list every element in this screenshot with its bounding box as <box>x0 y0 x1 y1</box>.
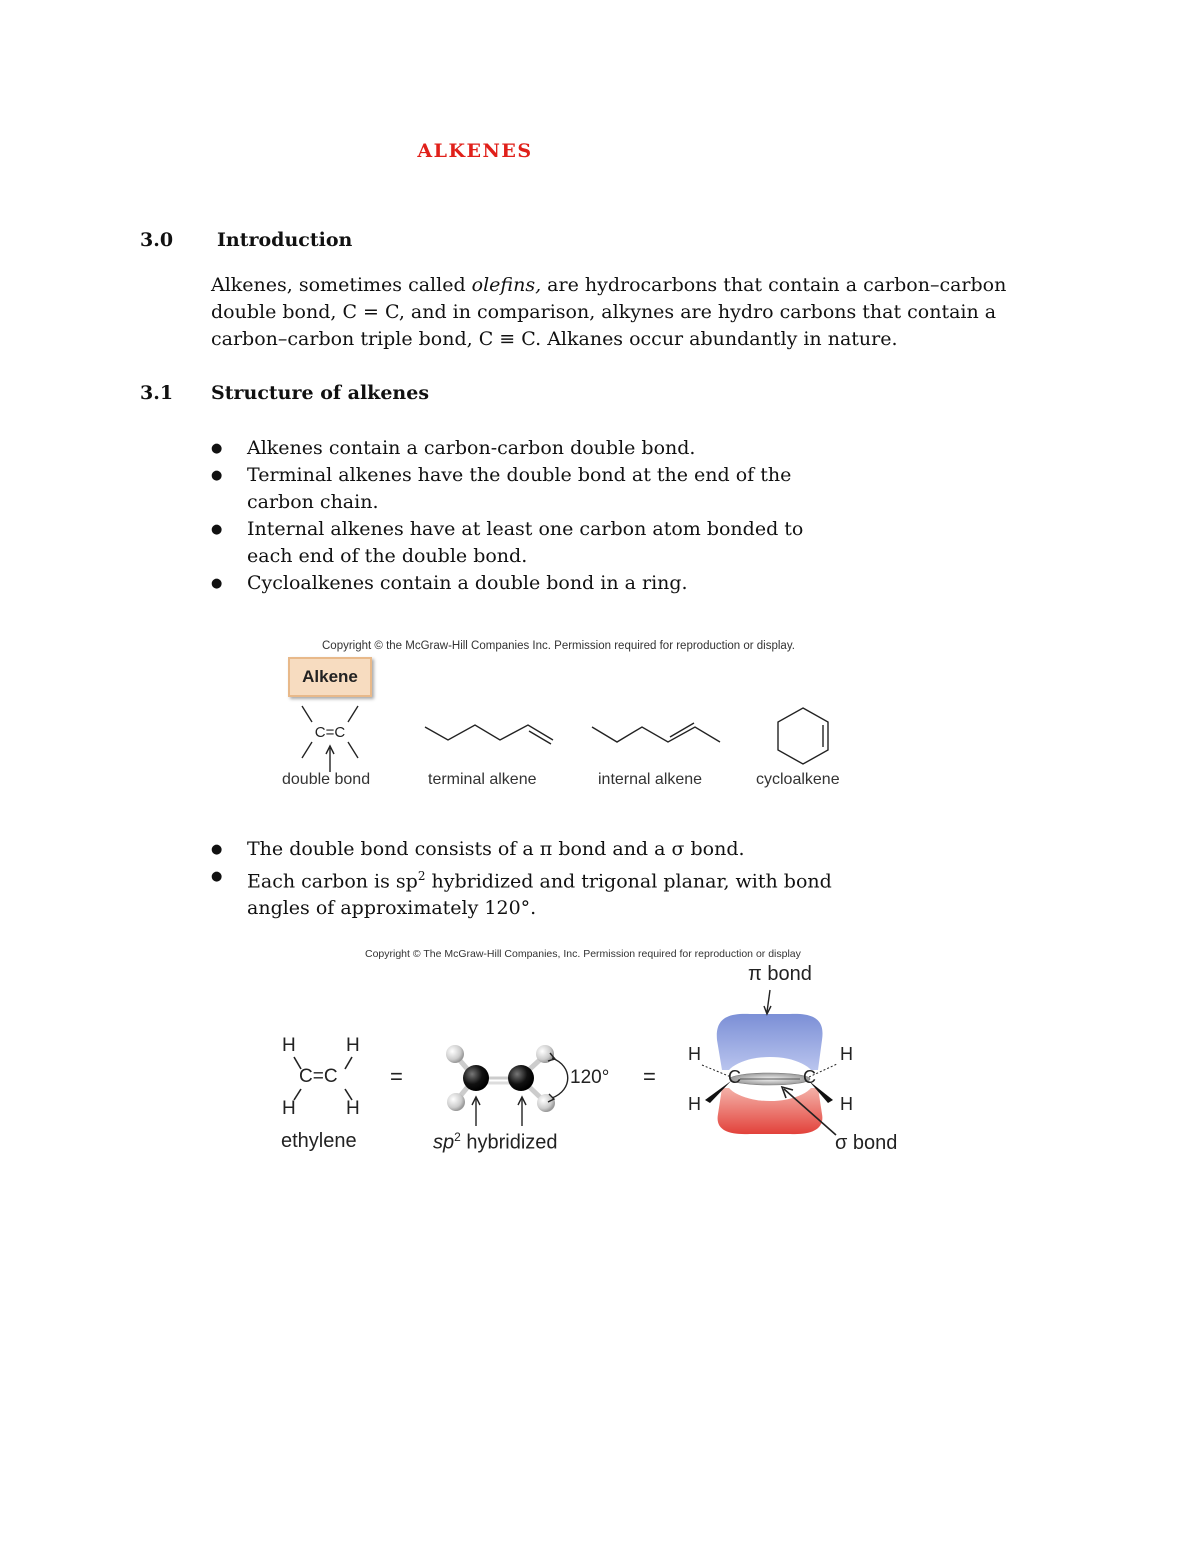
ethylene-h-top-left: H <box>282 1035 296 1056</box>
list-item-text: Each carbon is sp <box>247 870 418 893</box>
list-item <box>211 863 851 922</box>
caption-cycloalkene: cycloalkene <box>756 771 840 788</box>
ethylene-h-top-right: H <box>346 1035 360 1056</box>
ball-and-stick-model <box>446 1045 568 1126</box>
section-number-intro: 3.0 <box>140 229 174 251</box>
list-item: ● Internal alkenes have at least one carbon atom bonded to each end of the double bond. <box>211 516 821 570</box>
intro-italic-olefins: olefins, <box>471 274 542 296</box>
orbital-h-bottom-left: H <box>688 1094 701 1114</box>
superscript: 2 <box>417 869 426 883</box>
ethylene-figure <box>270 940 910 1160</box>
bonding-bullet-list <box>211 836 851 922</box>
orbital-c-right: C <box>803 1067 816 1087</box>
section-title-structure: Structure of alkenes <box>211 382 430 404</box>
page-title: ALKENES <box>417 140 533 162</box>
list-item: ● Alkenes contain a carbon-carbon double bond. <box>211 435 821 462</box>
list-item: ● The double bond consists of a π bond and a σ bond. <box>211 836 851 863</box>
orbital-h-top-right: H <box>840 1044 853 1064</box>
bond-angle-label: 120° <box>570 1067 610 1088</box>
hybridized-text: hybridized <box>460 1131 558 1154</box>
caption-internal-alkene: internal alkene <box>598 771 703 788</box>
internal-alkene-drawing <box>592 723 720 742</box>
ethylene-drawing <box>270 940 910 1160</box>
sigma-bond-label: σ bond <box>835 1132 898 1154</box>
orbital-h-top-left: H <box>688 1044 701 1064</box>
list-item: ● Cycloalkenes contain a double bond in a ring. <box>211 570 821 597</box>
alkene-label-box: Alkene <box>288 657 372 697</box>
alkene-types-figure <box>270 630 870 800</box>
orbital-h-bottom-right: H <box>840 1094 853 1114</box>
generic-cc-label: C=C <box>314 724 346 741</box>
superscript: 2 <box>454 1130 461 1144</box>
orbital-c-left: C <box>728 1067 741 1087</box>
ethylene-cc: C=C <box>299 1066 338 1087</box>
sp2-hybridized-caption <box>433 1130 558 1155</box>
list-item-text: hybridized and trigonal planar, with bond angles of approximately 120°. <box>247 870 832 920</box>
pi-bond-label: π bond <box>748 963 812 985</box>
terminal-alkene-drawing <box>425 725 553 744</box>
orbital-model <box>702 990 837 1135</box>
ethylene-h-bottom-left: H <box>282 1098 296 1119</box>
sp-text: sp <box>433 1131 455 1154</box>
section-number-structure: 3.1 <box>140 382 174 404</box>
equals-sign-2: = <box>643 1064 656 1089</box>
section-title-intro: Introduction <box>217 229 353 251</box>
figure1-copyright: Copyright © the McGraw-Hill Companies Inc. Permission required for reproduction or display. <box>322 640 795 652</box>
intro-text-1: Alkenes, sometimes called <box>211 274 472 296</box>
equals-sign-1: = <box>390 1064 403 1089</box>
caption-terminal-alkene: terminal alkene <box>428 771 537 788</box>
intro-text-2: are hydrocarbons that contain a carbon–carbon double bond, C = C, and in comparison, alkynes are hydro carbons that contain a carbon–carbon triple bond, C ≡ C. Alkanes occur abundantly in nature. <box>211 274 1007 350</box>
ethylene-h-bottom-right: H <box>346 1098 360 1119</box>
list-item: ● Terminal alkenes have the double bond at the end of the carbon chain. <box>211 462 821 516</box>
ethylene-caption: ethylene <box>281 1130 357 1152</box>
caption-double-bond: double bond <box>282 771 371 788</box>
intro-paragraph <box>211 272 1071 353</box>
cycloalkene-drawing <box>778 708 828 764</box>
structure-bullet-list <box>211 435 821 597</box>
figure2-copyright: Copyright © The McGraw-Hill Companies, Inc. Permission required for reproduction or display <box>365 948 801 960</box>
